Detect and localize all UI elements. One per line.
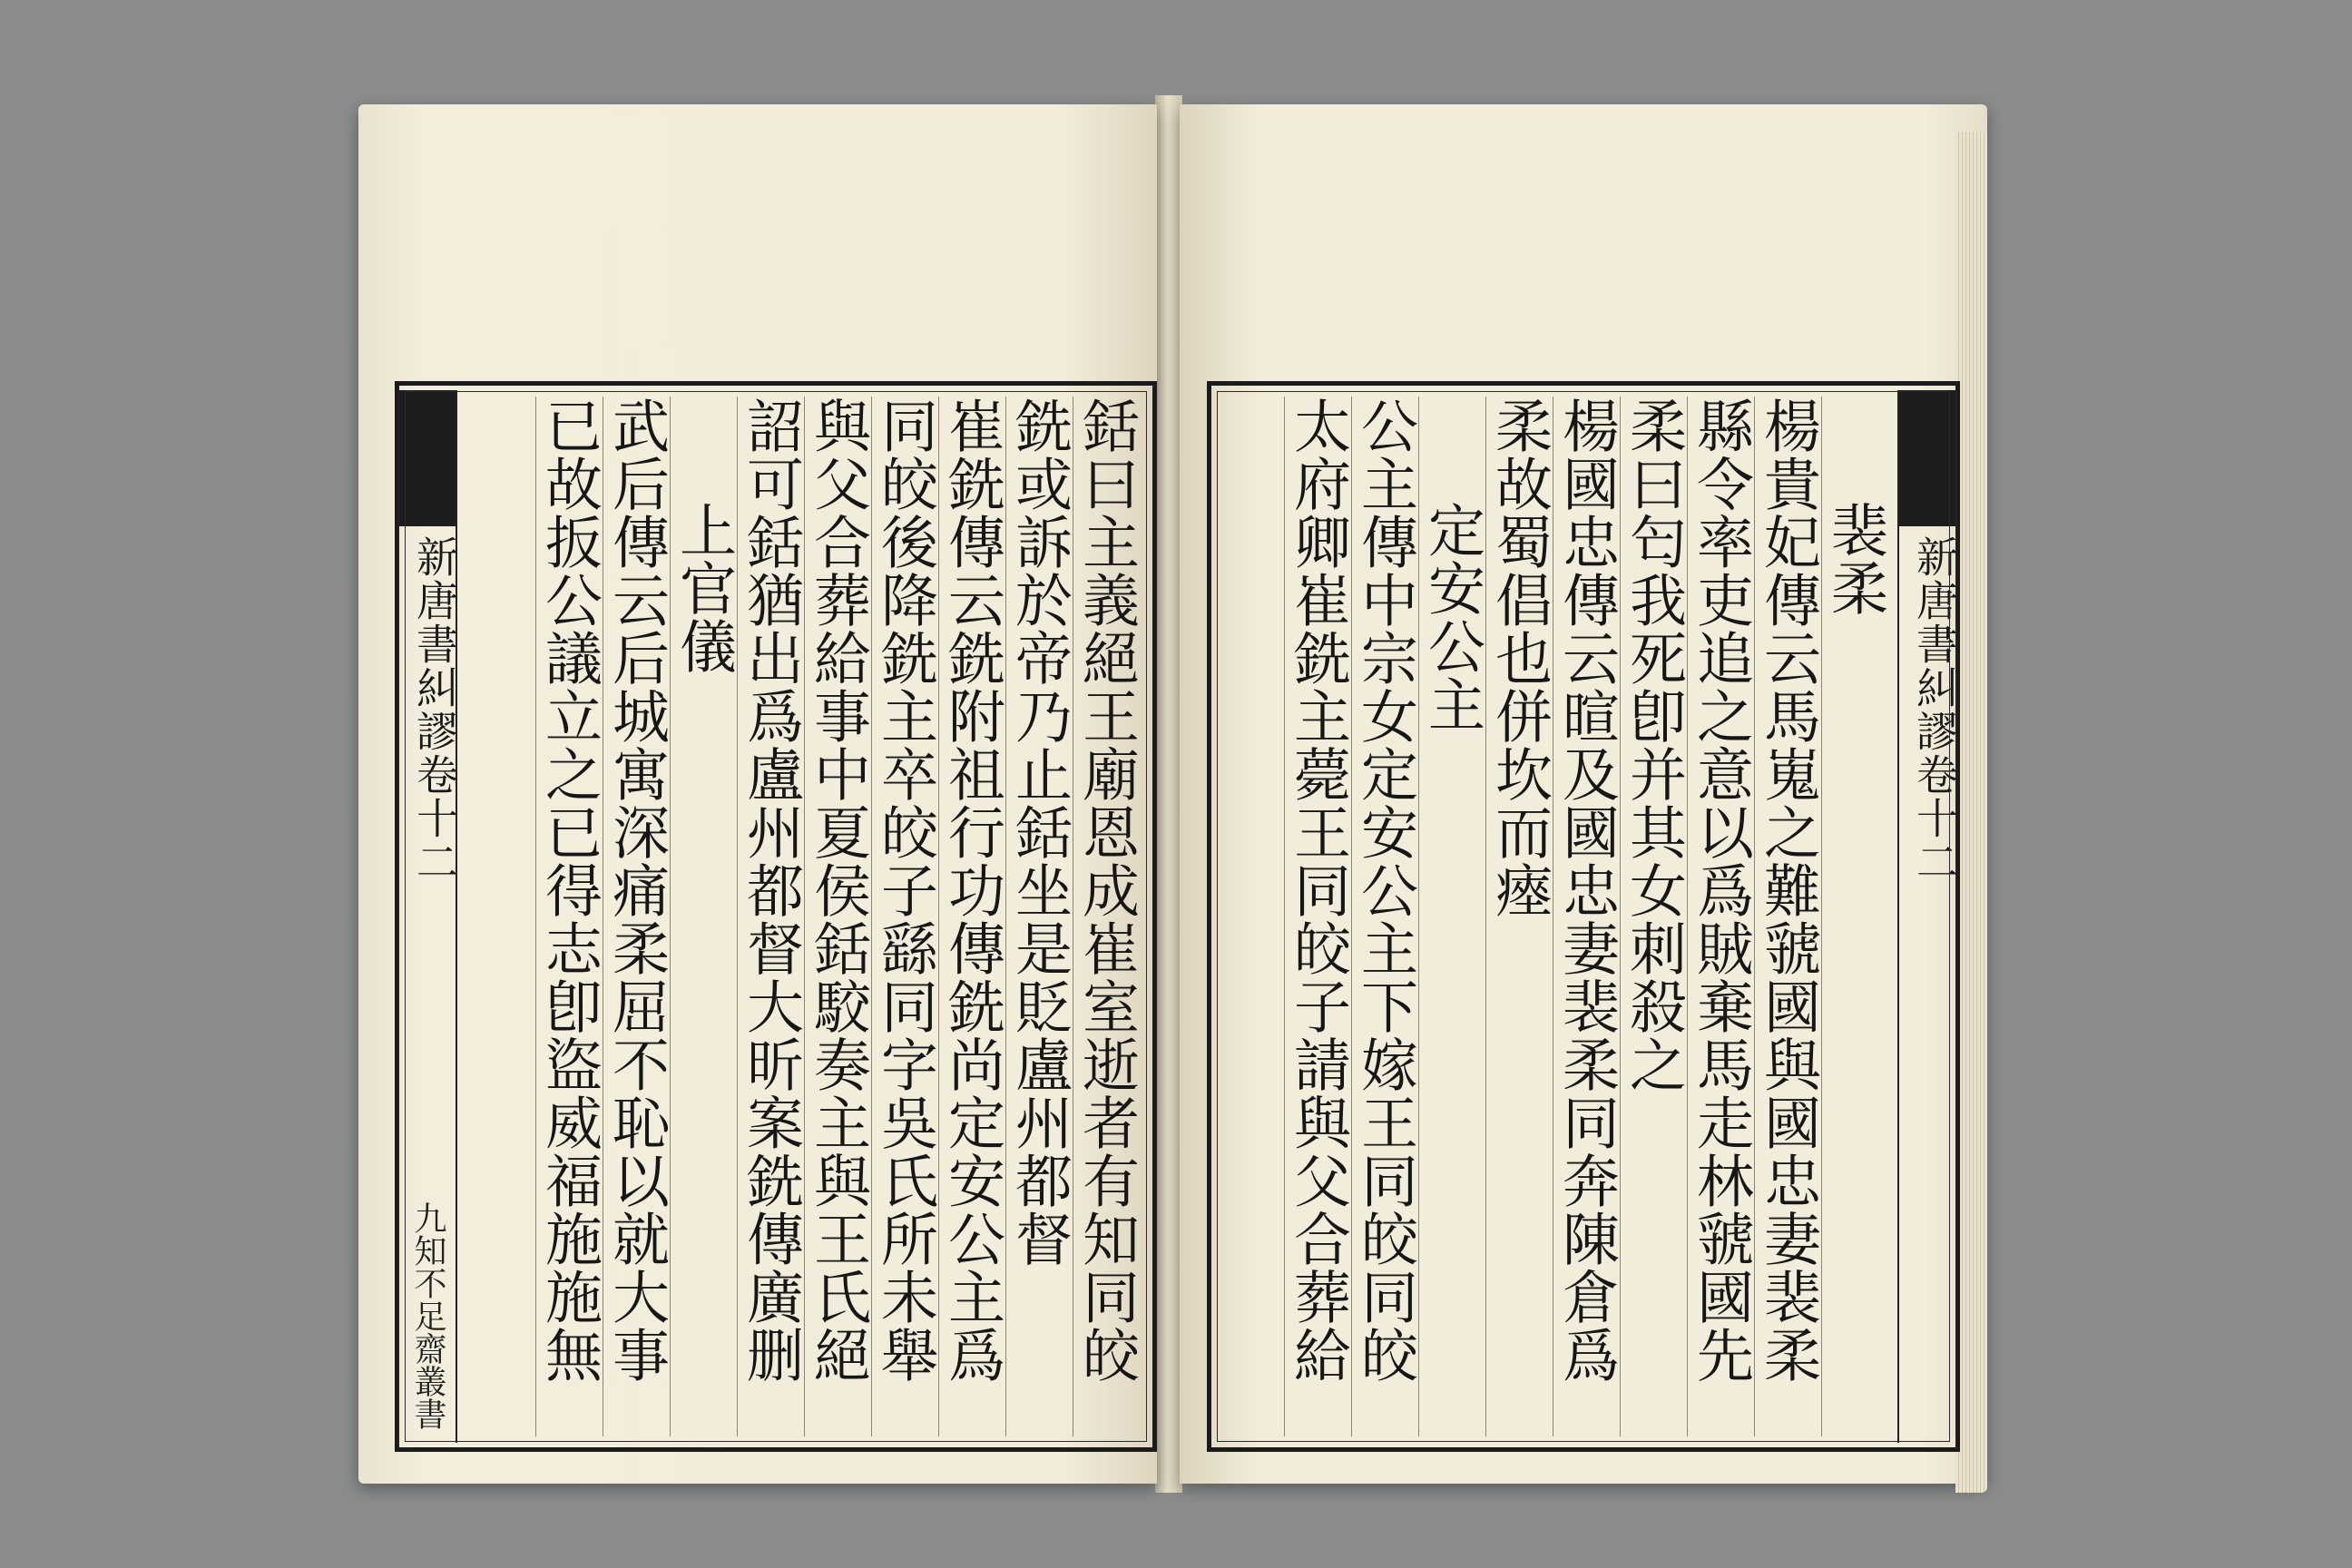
right-text-frame <box>1207 381 1960 1452</box>
open-book <box>345 86 2019 1502</box>
left-column-3: 崔銑傳云銑附祖行功傳銑尚定安公主爲 <box>938 397 1005 1436</box>
right-banxin <box>1897 390 1957 1443</box>
left-column-4: 同皎後降銑主卒皎子繇同字吳氏所未舉 <box>871 397 938 1436</box>
right-column-5: 楊國忠傳云暄及國忠妻裴柔同奔陳倉爲 <box>1553 397 1620 1436</box>
right-column-9: 太府卿崔銑主薨王同皎子請與父合葬給 <box>1284 397 1351 1436</box>
right-column-8: 公主傳中宗女定安公主下嫁王同皎同皎 <box>1351 397 1418 1436</box>
left-column-6: 詔可銛猶出爲盧州都督大昕案銑傳廣删 <box>737 397 804 1436</box>
right-heading-dingan-gongzhu: 定安公主 <box>1418 397 1485 1436</box>
left-text-frame <box>395 381 1157 1452</box>
left-column-5: 與父合葬給事中夏侯銛駮奏主與王氏絕 <box>804 397 871 1436</box>
right-columns <box>1224 397 1888 1436</box>
left-page <box>358 104 1157 1484</box>
left-banxin-title: 新唐書糾謬卷十二 <box>410 535 459 884</box>
right-column-6: 柔故蜀倡也併坎而瘞 <box>1485 397 1553 1436</box>
book-gutter <box>1155 95 1182 1493</box>
left-heading-shangguan-yi: 上官儀 <box>670 397 737 1436</box>
left-column-9: 已故扳公議立之已得志卽盜威福施施無 <box>535 397 603 1436</box>
right-page <box>1180 104 1987 1484</box>
right-banxin-title: 新唐書糾謬卷十二 <box>1910 535 1959 884</box>
left-banxin <box>397 390 457 1443</box>
right-heading-pei-rou: 裴柔 <box>1821 397 1888 1436</box>
left-column-1: 銛曰主義絕王廟恩成崔室逝者有知同皎 <box>1073 397 1140 1436</box>
right-column-3: 縣令率吏追之意以爲賊棄馬走林虢國先 <box>1687 397 1754 1436</box>
left-columns <box>466 397 1140 1436</box>
left-column-8: 武后傳云后城寓深痛柔屈不恥以就大事 <box>603 397 670 1436</box>
left-banxin-footer: 九知不足齋叢書 <box>409 1201 446 1430</box>
right-column-4: 柔曰匄我死卽并其女刺殺之 <box>1620 397 1687 1436</box>
right-column-2: 楊貴妃傳云馬嵬之難虢國與國忠妻裴柔 <box>1754 397 1821 1436</box>
left-column-2: 銑或訴於帝乃止銛坐是貶盧州都督 <box>1005 397 1073 1436</box>
